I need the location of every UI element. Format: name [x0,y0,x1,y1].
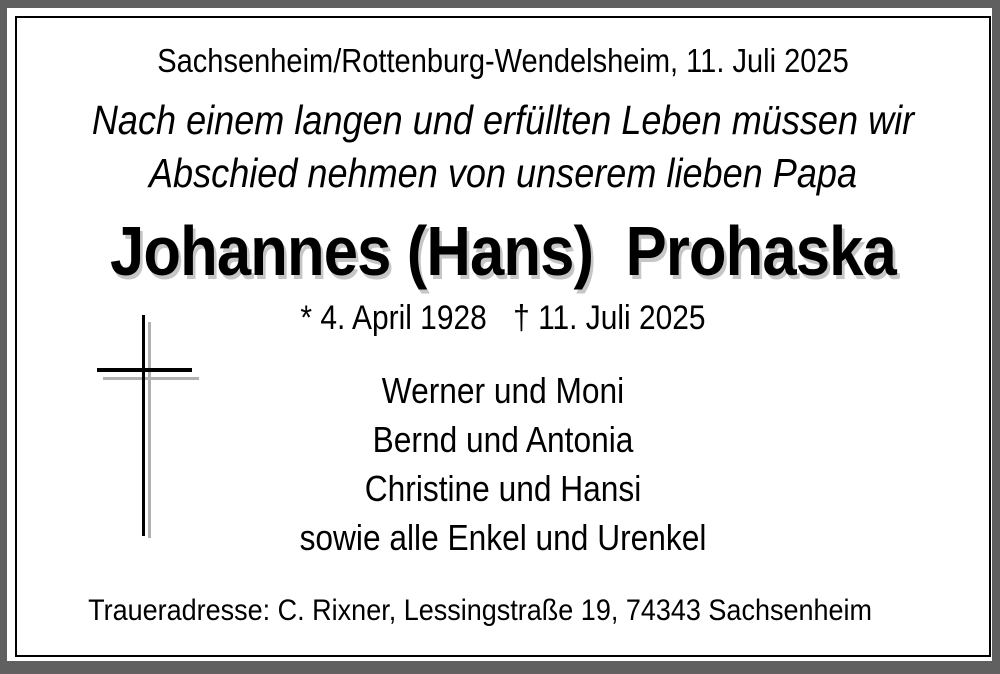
birth-date: * 4. April 1928 [300,299,487,337]
intro-line-2: Abschied nehmen von unserem lieben Papa [148,150,858,196]
mourner-line-3: Christine und Hansi [364,468,642,509]
mourner-line-4: sowie alle Enkel und Urenkel [299,517,707,558]
obituary-border-box [15,16,991,657]
intro-text [75,94,930,200]
mourning-address-line: Traueradresse: C. Rixner, Lessingstraße 19, 74343 Sachsenheim [88,594,873,627]
mourner-line-1: Werner und Moni [381,370,625,411]
death-date: † 11. Juli 2025 [513,299,706,337]
mourners-list [75,366,930,562]
deceased-name: Johannes (Hans) Prohaska [110,212,896,290]
mourner-line-2: Bernd und Antonia [372,419,634,460]
life-dates [75,296,930,340]
place-and-date-line: Sachsenheim/Rottenburg-Wendelsheim, 11. Juli 2025 [157,42,849,79]
obituary-card [7,8,992,661]
intro-line-1: Nach einem langen und erfüllten Leben müssen wir [91,97,915,143]
